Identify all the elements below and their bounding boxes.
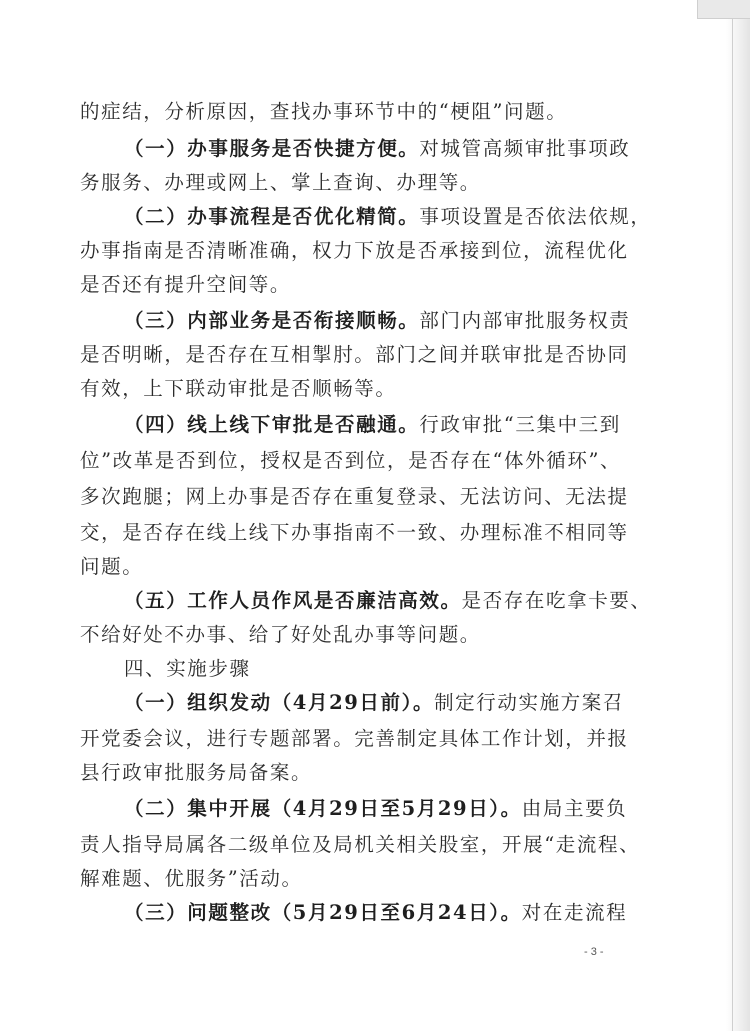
body-line: 有效，上下联动审批是否顺畅等。 — [80, 377, 397, 400]
step-3-line: （三）问题整改（5月29日至6月24日）。对在走流程 — [124, 901, 628, 924]
body-line: 不给好处不办事、给了好处乱办事等问题。 — [80, 623, 481, 646]
body-line: 县行政审批服务局备案。 — [80, 761, 313, 784]
body-line: 办事指南是否清晰准确，权力下放是否承接到位，流程优化 — [80, 239, 629, 262]
item-5-line: （五）工作人员作风是否廉洁高效。是否存在吃拿卡要、 — [124, 589, 652, 612]
page-number: - 3 - — [584, 946, 604, 958]
item-1-line: （一）办事服务是否快捷方便。对城管高频审批事项政 — [124, 137, 631, 160]
body-line: 是否还有提升空间等。 — [80, 273, 292, 296]
body-line: 是否明晰，是否存在互相掣肘。部门之间并联审批是否协同 — [80, 343, 629, 366]
body-line: 解难题、优服务”活动。 — [80, 867, 303, 890]
body-line: 多次跑腿；网上办事是否存在重复登录、无法访问、无法提 — [80, 485, 629, 508]
item-5-heading: （五）工作人员作风是否廉洁高效。 — [124, 589, 462, 612]
scan-fold-line — [732, 0, 733, 1031]
item-4-heading: （四）线上线下审批是否融通。 — [124, 413, 420, 436]
item-2-line: （二）办事流程是否优化精简。事项设置是否依法依规， — [124, 205, 652, 228]
body-line: 交，是否存在线上线下办事指南不一致、办理标准不相同等 — [80, 521, 629, 544]
body-line: 的症结，分析原因，查找办事环节中的“梗阻”问题。 — [80, 100, 568, 123]
body-line: 开党委会议，进行专题部署。完善制定具体工作计划，并报 — [80, 727, 629, 750]
item-2-heading: （二）办事流程是否优化精简。 — [124, 205, 420, 228]
body-line: 问题。 — [80, 555, 144, 578]
step-2-line: （二）集中开展（4月29日至5月29日）。由局主要负 — [124, 797, 628, 820]
scan-page-edge — [726, 0, 750, 1031]
step-3-heading: （三）问题整改（5月29日至6月24日）。 — [124, 901, 522, 924]
item-4-line: （四）线上线下审批是否融通。行政审批“三集中三到 — [124, 413, 621, 436]
item-3-heading: （三）内部业务是否衔接顺畅。 — [124, 309, 420, 332]
body-line: 责人指导局属各二级单位及局机关相关股室，开展“走流程、 — [80, 833, 641, 856]
step-2-heading: （二）集中开展（4月29日至5月29日）。 — [124, 797, 522, 820]
item-3-line: （三）内部业务是否衔接顺畅。部门内部审批服务权责 — [124, 309, 631, 332]
section-heading: 四、实施步骤 — [124, 657, 251, 680]
body-line: 位”改革是否到位，授权是否到位，是否存在“体外循环”、 — [80, 449, 622, 472]
step-1-line: （一）组织发动（4月29日前）。制定行动实施方案召 — [124, 691, 624, 714]
body-line: 务服务、办理或网上、掌上查询、办理等。 — [80, 171, 481, 194]
step-1-heading: （一）组织发动（4月29日前）。 — [124, 691, 435, 714]
item-1-heading: （一）办事服务是否快捷方便。 — [124, 137, 420, 160]
